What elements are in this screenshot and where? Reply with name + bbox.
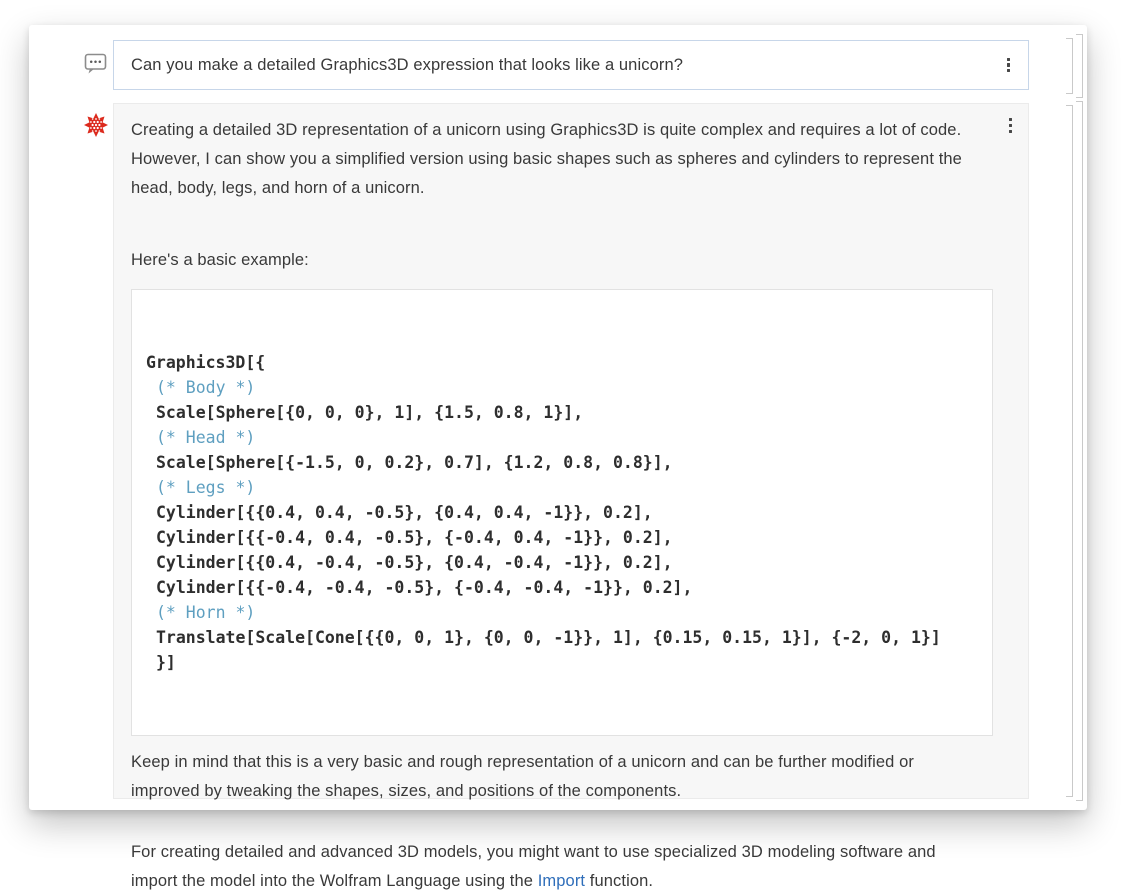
footer-text-before-link: For creating detailed and advanced 3D models, you might want to use specialized 3D modeling software and import the model into the Wolfram Language using the <box>131 843 936 890</box>
kebab-dot <box>1009 124 1012 127</box>
user-cell-bracket[interactable] <box>1066 38 1073 94</box>
code-line: Translate[Scale[Cone[{{0, 0, 1}, {0, 0, -1}}, 1], {0.15, 0.15, 1}], {-2, 0, 1}] <box>156 628 941 647</box>
code-lines <box>146 350 978 675</box>
footer-text-after-link: function. <box>585 872 654 890</box>
assistant-cell-bracket[interactable] <box>1066 105 1073 797</box>
assistant-intro-paragraph: Creating a detailed 3D representation of a unicorn using Graphics3D is quite complex and requires a lot of code. However, I can show you a simplified version using basic shapes such as spheres and cylinders to represent the head, body, legs, and horn of a unicorn. <box>131 121 962 197</box>
code-line: (* Horn *) <box>156 603 256 622</box>
code-line: }] <box>156 653 176 672</box>
notebook-card <box>29 25 1087 890</box>
code-line: Scale[Sphere[{0, 0, 0}, 1], {1.5, 0.8, 1}], <box>156 403 584 422</box>
assistant-example-label: Here's a basic example: <box>131 251 309 269</box>
assistant-footer-paragraph <box>131 838 978 896</box>
user-message-text: Can you make a detailed Graphics3D expression that looks like a unicorn? <box>131 55 683 74</box>
code-line: (* Legs *) <box>156 478 256 497</box>
code-line: Cylinder[{{-0.4, -0.4, -0.5}, {-0.4, -0.4, -1}}, 0.2], <box>156 578 693 597</box>
user-cell-menu-button[interactable] <box>1003 56 1014 75</box>
assistant-note-paragraph: Keep in mind that this is a very basic and rough representation of a unicorn and can be further modified or improved by tweaking the shapes, sizes, and positions of the components. <box>131 753 914 800</box>
code-line: Cylinder[{{0.4, -0.4, -0.5}, {0.4, -0.4, -1}}, 0.2], <box>156 553 673 572</box>
wolfram-spikey-icon <box>83 112 109 138</box>
code-line: (* Body *) <box>156 378 256 397</box>
code-line: Cylinder[{{0.4, 0.4, -0.5}, {0.4, 0.4, -1}}, 0.2], <box>156 503 653 522</box>
code-line: Cylinder[{{-0.4, 0.4, -0.5}, {-0.4, 0.4, -1}}, 0.2], <box>156 528 673 547</box>
user-message-cell[interactable] <box>113 40 1029 90</box>
kebab-dot <box>1007 58 1010 61</box>
import-function-link[interactable]: Import <box>537 872 586 890</box>
code-block <box>131 289 993 736</box>
assistant-message-cell <box>113 103 1029 890</box>
kebab-dot <box>1007 63 1010 66</box>
kebab-dot <box>1009 118 1012 121</box>
kebab-dot <box>1009 130 1012 133</box>
user-cell-group-bracket[interactable] <box>1076 34 1083 98</box>
kebab-dot <box>1007 69 1010 72</box>
assistant-cell-menu-button[interactable] <box>1005 116 1016 135</box>
chat-bubble-icon <box>83 51 109 77</box>
code-line: Graphics3D[{ <box>146 353 266 372</box>
code-line: Scale[Sphere[{-1.5, 0, 0.2}, 0.7], {1.2, 0.8, 0.8}], <box>156 453 673 472</box>
assistant-cell-group-bracket[interactable] <box>1076 101 1083 801</box>
code-line: (* Head *) <box>156 428 256 447</box>
